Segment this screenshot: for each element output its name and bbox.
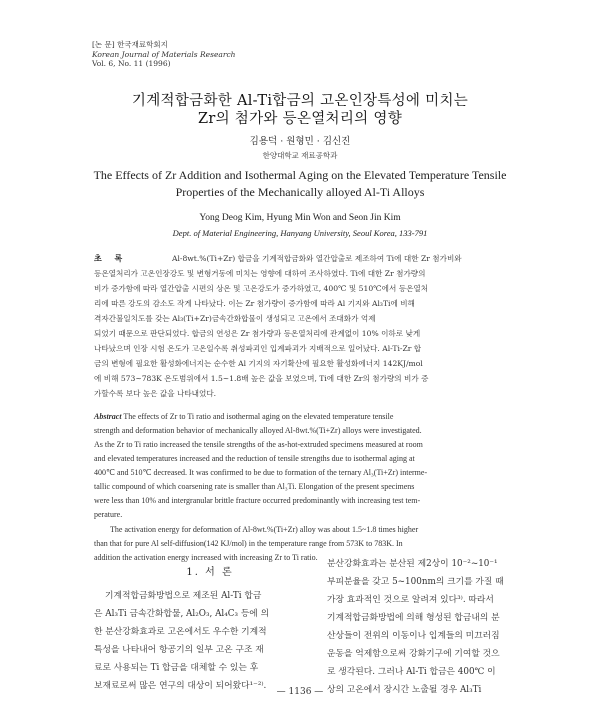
abstract-ko-line: 되었기 때문으로 판단되었다. 합금의 연성은 Zr 첨가량과 등온열처리에 관계없이 10% 이하로 낮게 [94, 329, 421, 338]
right-col-line: 운동을 억제함으로써 강화기구에 기여할 것으 [327, 649, 500, 659]
right-col-line: 산상들이 전위의 이동이나 입계들의 미끄러짐 [327, 631, 500, 641]
right-col-line: 로 생각된다. 그러나 Al-Ti 합금은 400℃ 이 [327, 667, 496, 677]
abstract-ko-line: 리에 따른 강도의 감소도 작게 나타났다. 이는 Zr 첨가량이 증가함에 따라 Al 기지와 Al₃Ti에 비해 [94, 299, 415, 308]
journal-line-2: Korean Journal of Materials Research [92, 49, 236, 59]
abstract-ko-line: 등온열처리가 고온인장강도 및 변형거동에 미치는 영향에 대하여 조사하였다. Ti에 대한 Zr 첨가량의 [94, 269, 426, 278]
journal-header [92, 40, 235, 69]
abstract-ko-line: 에 비해 573~783K 온도범위에서 1.5~1.8배 높은 값을 보였으며, Ti에 대한 Zr의 첨가량의 비가 증 [94, 374, 429, 383]
abstract-label: Abstract [94, 412, 122, 421]
right-col-line: 상의 고온에서 장시간 노출될 경우 Al₃Ti [327, 685, 482, 695]
right-col-line: 기계적합금화방법에 의해 형성된 합금내의 분 [327, 613, 500, 623]
abstract-en-line: 400℃ and 510℃ decreased. It was confirmed to be due to formation of the ternary Al₃(Ti+Zr) interme- [94, 468, 428, 477]
abstract-en-line: As the Zr to Ti ratio increased the tensile strengths of the as-hot-extruded specimens measured at room [94, 440, 423, 449]
abstract-en-line: The effects of Zr to Ti ratio and isothermal aging on the elevated temperature tensile [123, 412, 394, 421]
left-col-line: 료로 사용되는 Ti 합금을 대체할 수 있는 후 [94, 663, 259, 673]
abstract-en-line: The activation energy for deformation of Al-8wt.%(Ti+Zr) alloy was about 1.5~1.8 times higher [110, 525, 419, 534]
abstract-ko-line: 금의 변형에 필요한 활성화에너지는 순수한 Al 기지의 자기확산에 필요한 활성화에너지 142KJ/mol [94, 359, 423, 368]
abstract-ko-label: 초 록 [94, 253, 128, 263]
abstract-ko-line: 나타났으며 인장 시험 온도가 고온일수록 취성파괴인 입계파괴가 지배적으로 일어났다. Al-Ti-Zr 합 [94, 344, 422, 353]
department-en: Dept. of Material Engineering, Hanyang University, Seoul Korea, 133-791 [172, 228, 428, 238]
abstract-en-line: and elevated temperatures increased and the reduction of tensile strengths due to isothermal aging at [94, 454, 415, 463]
abstract-en-line: strength and deformation behavior of mechanically alloyed Al-8wt.%(Ti+Zr) alloys were investigated. [94, 426, 422, 435]
title-en-line-2: Properties of the Mechanically alloyed Al-Ti Alloys [175, 185, 425, 199]
page-number: — 1136 — [276, 687, 324, 697]
right-col-line: 분산강화효과는 분산된 제2상이 10⁻²~10⁻¹ [327, 559, 498, 569]
left-col-line: 은 Al₃Ti 금속간화합물, Al₂O₃, Al₄C₃ 등에 의 [94, 609, 270, 619]
abstract-ko-line: 비가 증가함에 따라 열간압출 시편의 상온 및 고온강도가 증가하였고, 400℃ 및 510℃에서 등온열처 [94, 284, 429, 293]
journal-line-1: [논 문] 한국재료학회지 [92, 40, 168, 49]
authors-en: Yong Deog Kim, Hyung Min Won and Seon Jin Kim [199, 213, 401, 223]
abstract-en-line: perature. [94, 510, 123, 519]
abstract-en-line: than that for pure Al self-diffusion(142 KJ/mol) in the temperature range from 573K to 783K. In [94, 539, 403, 548]
abstract-en-line: were less than 10% and intergranular brittle fracture occurred predominantly with increasing test tem- [94, 496, 421, 505]
affiliation-ko: 한양대학교 재료공학과 [262, 151, 338, 160]
title-en-line-1: The Effects of Zr Addition and Isothermal Aging on the Elevated Temperature Tensile [93, 168, 507, 182]
abstract-en-first-line [94, 412, 393, 421]
abstract-en-line: tallic compound of which coarsening rate is smaller than Al₃Ti. Elongation of the present specimens [94, 482, 415, 491]
left-col-line: 보재료로써 많은 연구의 대상이 되어왔다¹⁻²⁾. [94, 681, 267, 691]
authors-ko: 김용덕 · 원형민 · 김신진 [249, 136, 351, 147]
right-col-line: 부피분율을 갖고 5~100nm의 크기를 가질 때 [327, 577, 504, 587]
abstract-ko-line: 가할수록 보다 높은 값을 나타내었다. [94, 389, 217, 398]
section-heading: 1. 서 론 [186, 567, 234, 578]
left-col-line: 기계적합금화방법으로 제조된 Al-Ti 합금 [105, 591, 262, 601]
left-col-line: 한 분산강화효과로 고온에서도 우수한 기계적 [94, 627, 267, 637]
journal-line-3: Vol. 6, No. 11 (1996) [92, 59, 171, 68]
right-col-line: 가장 효과적인 것으로 알려져 있다³⁾. 따라서 [327, 595, 494, 605]
left-col-line: 특성을 나타내어 항공기의 일부 고온 구조 재 [94, 645, 264, 655]
abstract-ko-line: 격자간불일치도를 갖는 Al₃(Ti+Zr)금속간화합물이 생성되고 고온에서 조대화가 억제 [94, 314, 376, 323]
title-ko-line-1: 기계적합금화한 Al-Ti합금의 고온인장특성에 미치는 [131, 93, 469, 109]
title-ko-line-2: Zr의 첨가와 등온열처리의 영향 [197, 111, 403, 127]
abstract-en-line: addition the activation energy increased with increasing Zr to Ti ratio. [94, 553, 318, 562]
abstract-ko-line: Al-8wt.%(Ti+Zr) 합금을 기계적합금화와 열간압출로 제조하여 Ti에 대한 Zr 첨가비와 [172, 254, 462, 263]
